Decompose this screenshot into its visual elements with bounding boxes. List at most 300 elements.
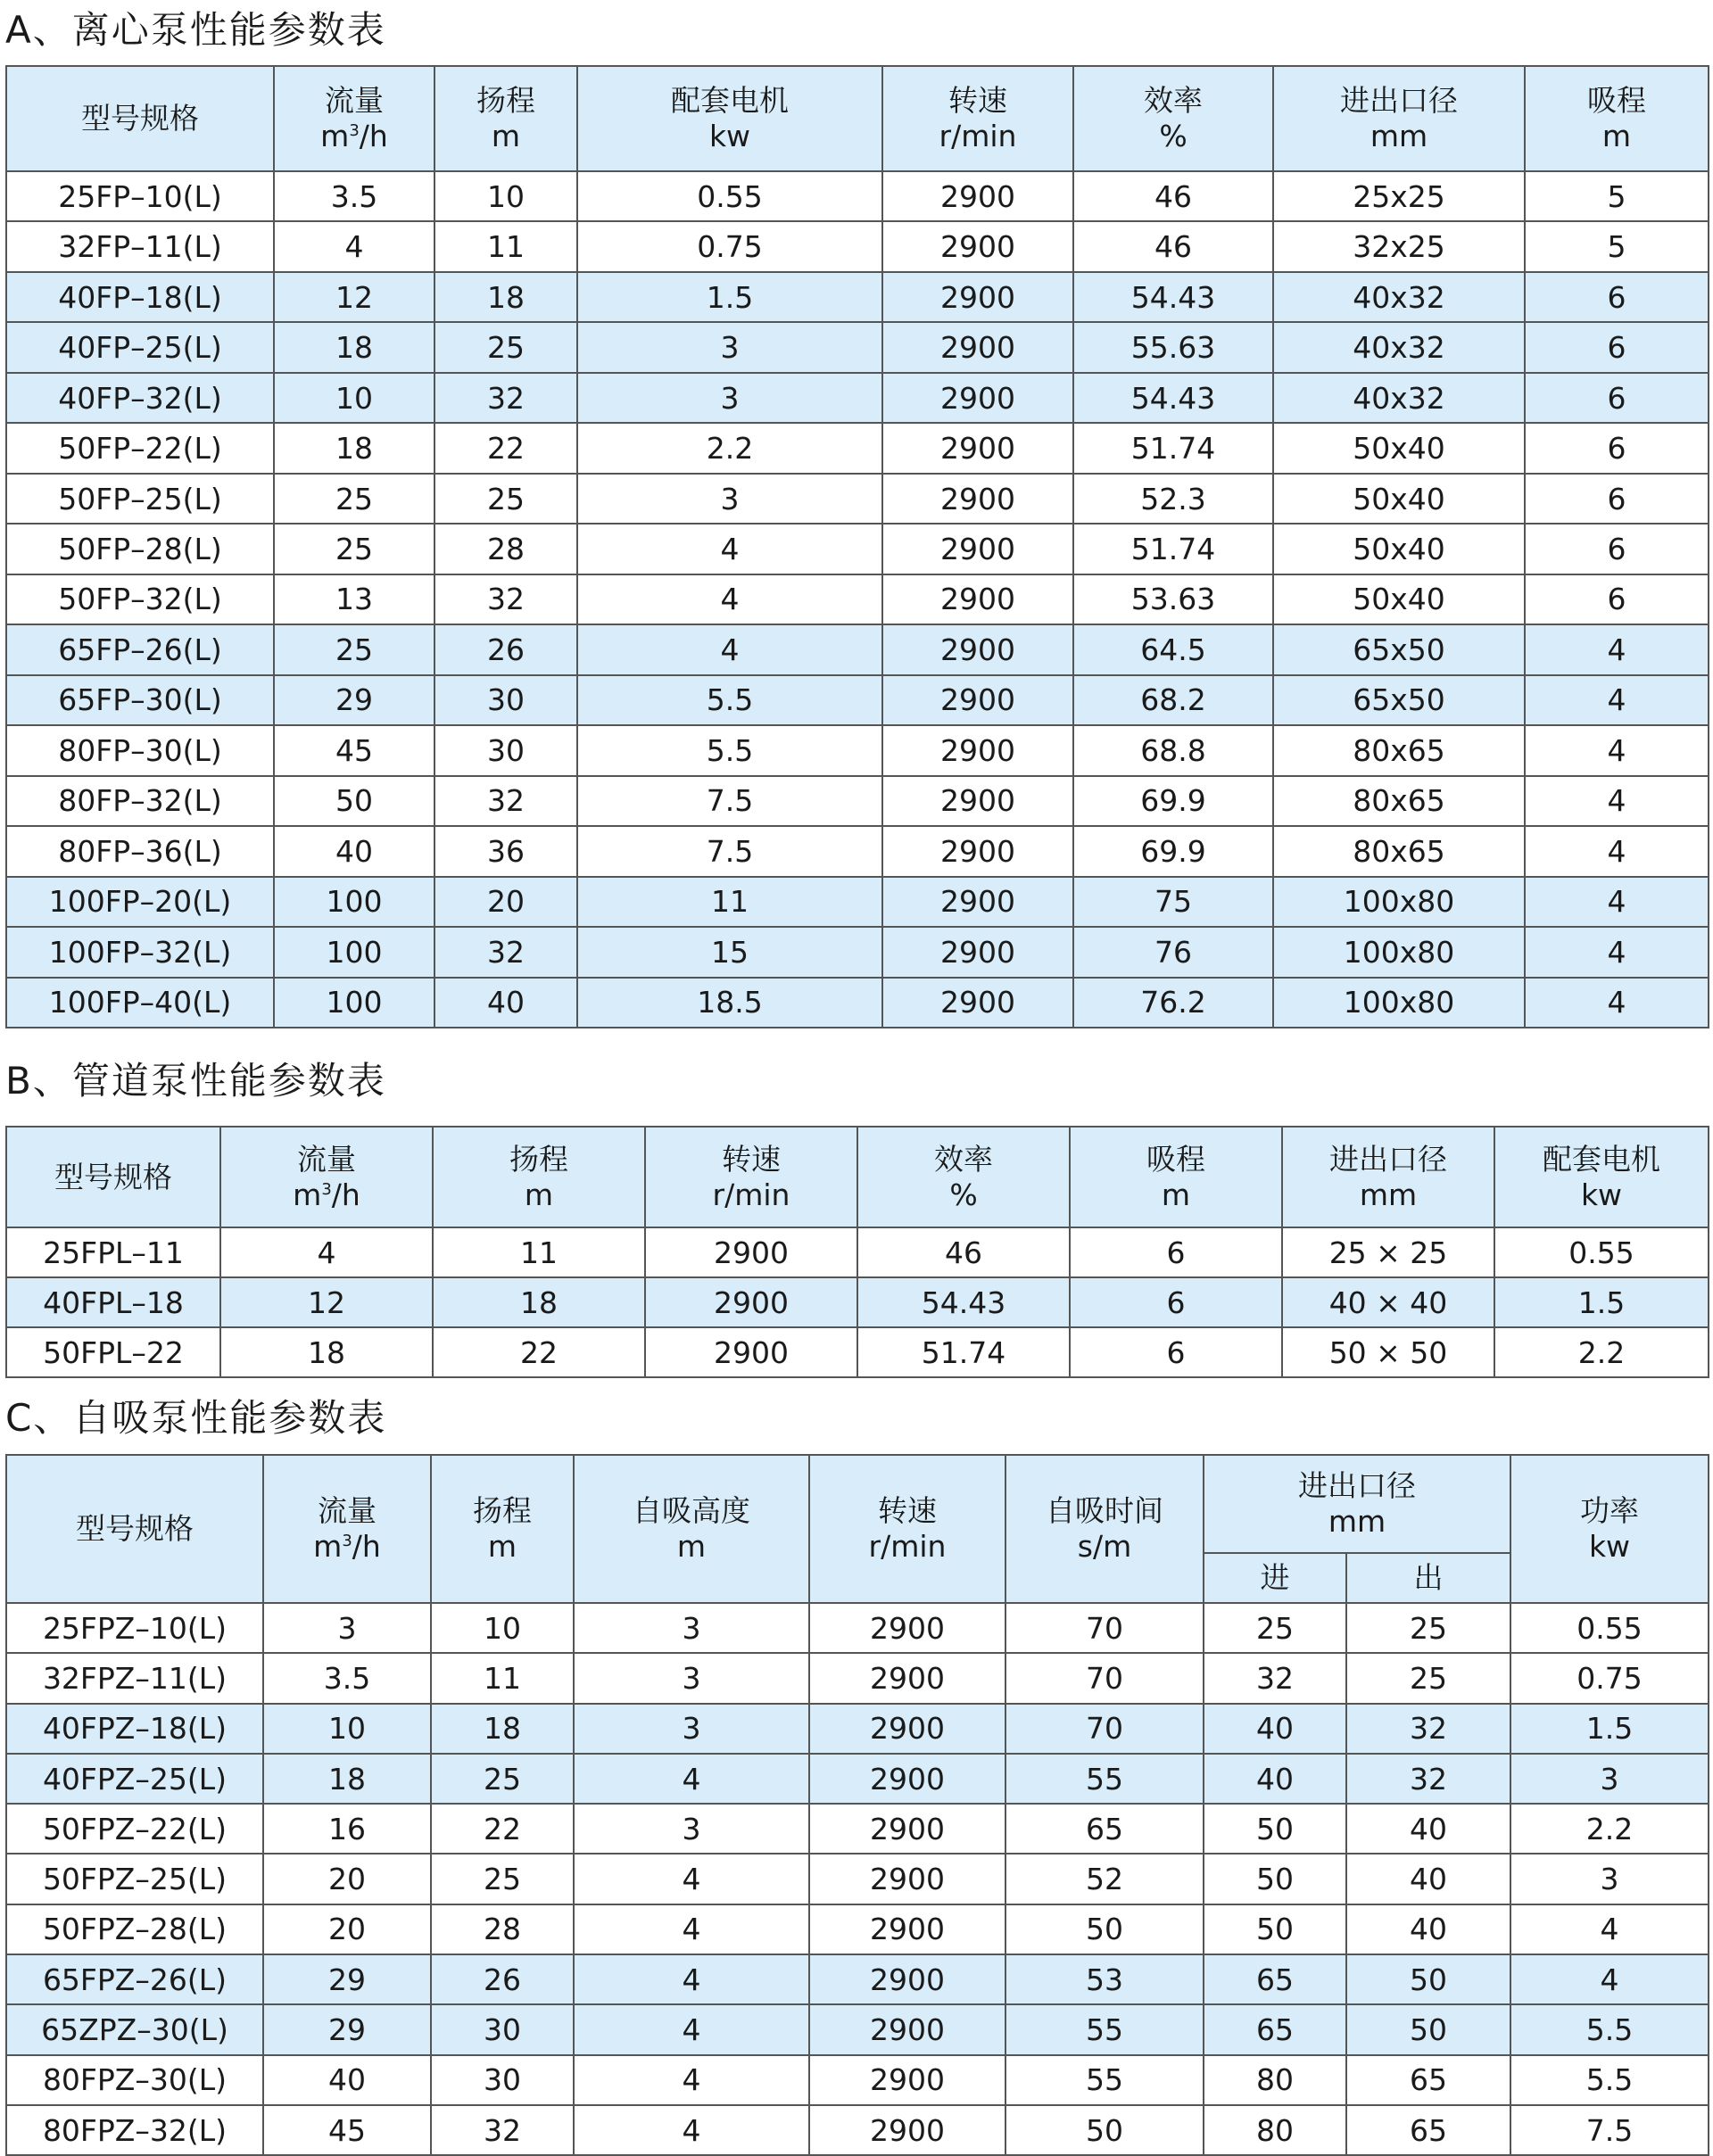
cell-outlet: 65 (1346, 2105, 1510, 2155)
cell-outlet: 25 (1346, 1653, 1510, 1703)
table-row (6, 322, 1709, 372)
cell-inlet: 65 (1204, 1954, 1346, 2004)
cell-inlet: 50 (1204, 1904, 1346, 1954)
cell-efficiency: 76.2 (1073, 978, 1273, 1028)
cell-speed: 2900 (882, 221, 1073, 271)
cell-model: 32FPZ–11(L) (6, 1653, 263, 1703)
header-port-diameter: 进出口径 mm (1204, 1455, 1510, 1553)
cell-head: 18 (431, 1704, 574, 1754)
cell-speed: 2900 (809, 1754, 1005, 1804)
cell-self-priming-time: 65 (1005, 1804, 1204, 1854)
table-header-row (6, 1127, 1709, 1227)
cell-speed: 2900 (882, 877, 1073, 927)
cell-efficiency: 69.9 (1073, 826, 1273, 876)
cell-suction-lift: 6 (1070, 1327, 1282, 1377)
cell-model: 80FPZ–30(L) (6, 2055, 263, 2105)
header-head: 扬程 m (431, 1455, 574, 1603)
cell-self-priming-height: 4 (574, 1954, 809, 2004)
table-row (6, 474, 1709, 524)
cell-head: 22 (433, 1327, 645, 1377)
cell-inlet: 50 (1204, 1854, 1346, 1904)
header-motor: 配套电机 kw (577, 66, 882, 171)
cell-suction-lift: 5 (1525, 171, 1709, 221)
cell-speed: 2900 (809, 2004, 1005, 2054)
cell-flow: 45 (263, 2105, 431, 2155)
cell-efficiency: 51.74 (857, 1327, 1070, 1377)
cell-head: 11 (434, 221, 577, 271)
cell-model: 40FP–18(L) (6, 272, 274, 322)
cell-suction-lift: 6 (1525, 423, 1709, 473)
header-outlet: 出 (1346, 1553, 1510, 1603)
cell-port-diameter: 80x65 (1273, 776, 1525, 826)
header-suction-lift: 吸程 m (1525, 66, 1709, 171)
cell-inlet: 50 (1204, 1804, 1346, 1854)
cell-efficiency: 76 (1073, 927, 1273, 977)
header-power: 功率 kw (1510, 1455, 1709, 1603)
cell-port-diameter: 50x40 (1273, 474, 1525, 524)
cell-self-priming-time: 50 (1005, 1904, 1204, 1954)
cell-port-diameter: 40 × 40 (1282, 1277, 1494, 1327)
table-header-row (6, 66, 1709, 171)
cell-outlet: 40 (1346, 1904, 1510, 1954)
header-flow: 流量 $m^3/h$ (220, 1127, 433, 1227)
cell-motor: 4 (577, 574, 882, 624)
cell-flow: 25 (274, 524, 434, 574)
cell-speed: 2900 (809, 1603, 1005, 1653)
cell-model: 50FPZ–28(L) (6, 1904, 263, 1954)
cell-flow: 100 (274, 877, 434, 927)
cell-power: 7.5 (1510, 2105, 1709, 2155)
cell-inlet: 32 (1204, 1653, 1346, 1703)
cell-model: 100FP–40(L) (6, 978, 274, 1028)
cell-port-diameter: 50x40 (1273, 574, 1525, 624)
cell-self-priming-time: 70 (1005, 1653, 1204, 1703)
cell-suction-lift: 6 (1525, 474, 1709, 524)
cell-port-diameter: 65x50 (1273, 675, 1525, 725)
cell-port-diameter: 100x80 (1273, 978, 1525, 1028)
cell-model: 50FP–22(L) (6, 423, 274, 473)
cell-port-diameter: 80x65 (1273, 826, 1525, 876)
cell-flow: 10 (263, 1704, 431, 1754)
header-suction-lift: 吸程 m (1070, 1127, 1282, 1227)
cell-inlet: 40 (1204, 1704, 1346, 1754)
table-row (6, 978, 1709, 1028)
cell-power: 3 (1510, 1754, 1709, 1804)
header-port-diameter: 进出口径 mm (1273, 66, 1525, 171)
cell-model: 80FPZ–32(L) (6, 2105, 263, 2155)
cell-inlet: 80 (1204, 2055, 1346, 2105)
header-speed: 转速 r/min (809, 1455, 1005, 1603)
cell-model: 40FP–25(L) (6, 322, 274, 372)
cell-self-priming-time: 52 (1005, 1854, 1204, 1904)
header-self-priming-time: 自吸时间 s/m (1005, 1455, 1204, 1603)
cell-efficiency: 75 (1073, 877, 1273, 927)
table-row (6, 877, 1709, 927)
cell-model: 65FP–30(L) (6, 675, 274, 725)
cell-suction-lift: 6 (1070, 1277, 1282, 1327)
header-flow: 流量 $m^3/h$ (274, 66, 434, 171)
cell-motor: 7.5 (577, 826, 882, 876)
cell-head: 11 (431, 1653, 574, 1703)
table-row (6, 1653, 1709, 1703)
cell-model: 40FPZ–25(L) (6, 1754, 263, 1804)
centrifugal-pump-table (5, 65, 1709, 1028)
cell-speed: 2900 (809, 2105, 1005, 2155)
cell-head: 10 (434, 171, 577, 221)
cell-flow: 25 (274, 624, 434, 674)
cell-suction-lift: 6 (1525, 272, 1709, 322)
cell-flow: 12 (220, 1277, 433, 1327)
cell-efficiency: 55.63 (1073, 322, 1273, 372)
cell-port-diameter: 80x65 (1273, 725, 1525, 775)
cell-head: 10 (431, 1603, 574, 1653)
cell-power: 0.75 (1510, 1653, 1709, 1703)
cell-power: 4 (1510, 1904, 1709, 1954)
cell-self-priming-height: 3 (574, 1704, 809, 1754)
cell-head: 25 (431, 1754, 574, 1804)
header-model: 型号规格 (6, 66, 274, 171)
cell-outlet: 65 (1346, 2055, 1510, 2105)
cell-outlet: 40 (1346, 1804, 1510, 1854)
cell-head: 30 (434, 725, 577, 775)
cell-flow: 4 (274, 221, 434, 271)
cell-motor: 18.5 (577, 978, 882, 1028)
cell-power: 2.2 (1510, 1804, 1709, 1854)
cell-motor: 5.5 (577, 725, 882, 775)
cell-self-priming-height: 4 (574, 1904, 809, 1954)
cell-flow: 10 (274, 373, 434, 423)
cell-flow: 18 (274, 423, 434, 473)
cell-flow: 25 (274, 474, 434, 524)
cell-self-priming-height: 3 (574, 1653, 809, 1703)
self-priming-pump-table (5, 1454, 1709, 2156)
cell-motor: 1.5 (577, 272, 882, 322)
cell-head: 26 (431, 1954, 574, 2004)
cell-self-priming-time: 55 (1005, 2004, 1204, 2054)
table-row (6, 524, 1709, 574)
cell-motor: 2.2 (577, 423, 882, 473)
cell-motor: 7.5 (577, 776, 882, 826)
cell-self-priming-time: 55 (1005, 1754, 1204, 1804)
cell-model: 50FP–28(L) (6, 524, 274, 574)
cell-suction-lift: 4 (1525, 725, 1709, 775)
cell-motor: 2.2 (1494, 1327, 1709, 1377)
cell-efficiency: 46 (1073, 171, 1273, 221)
cell-flow: 100 (274, 927, 434, 977)
cell-flow: 29 (263, 2004, 431, 2054)
cell-motor: 5.5 (577, 675, 882, 725)
cell-head: 18 (434, 272, 577, 322)
cell-efficiency: 51.74 (1073, 423, 1273, 473)
cell-outlet: 50 (1346, 1954, 1510, 2004)
cell-speed: 2900 (882, 725, 1073, 775)
cell-model: 50FPZ–25(L) (6, 1854, 263, 1904)
cell-speed: 2900 (809, 1804, 1005, 1854)
cell-motor: 3 (577, 322, 882, 372)
cell-port-diameter: 25x25 (1273, 171, 1525, 221)
cell-model: 80FP–36(L) (6, 826, 274, 876)
cell-model: 50FP–32(L) (6, 574, 274, 624)
cell-speed: 2900 (645, 1327, 857, 1377)
cell-motor: 3 (577, 474, 882, 524)
table-row (6, 2004, 1709, 2054)
cell-suction-lift: 4 (1525, 978, 1709, 1028)
cell-self-priming-time: 50 (1005, 2105, 1204, 2155)
cell-model: 50FPL–22 (6, 1327, 220, 1377)
cell-power: 0.55 (1510, 1603, 1709, 1653)
cell-outlet: 25 (1346, 1603, 1510, 1653)
header-speed: 转速 r/min (645, 1127, 857, 1227)
cell-head: 22 (431, 1804, 574, 1854)
cell-speed: 2900 (882, 524, 1073, 574)
table-row (6, 1277, 1709, 1327)
cell-efficiency: 54.43 (857, 1277, 1070, 1327)
pipeline-pump-table (5, 1126, 1709, 1378)
cell-model: 100FP–20(L) (6, 877, 274, 927)
cell-port-diameter: 40x32 (1273, 373, 1525, 423)
cell-flow: 40 (263, 2055, 431, 2105)
header-flow: 流量 $m^3/h$ (263, 1455, 431, 1603)
cell-flow: 50 (274, 776, 434, 826)
cell-port-diameter: 25 × 25 (1282, 1227, 1494, 1277)
cell-head: 28 (431, 1904, 574, 1954)
table-row (6, 2055, 1709, 2105)
cell-port-diameter: 50 × 50 (1282, 1327, 1494, 1377)
cell-motor: 15 (577, 927, 882, 977)
table-row (6, 1704, 1709, 1754)
cell-head: 22 (434, 423, 577, 473)
cell-head: 40 (434, 978, 577, 1028)
cell-outlet: 32 (1346, 1704, 1510, 1754)
cell-efficiency: 54.43 (1073, 373, 1273, 423)
header-head: 扬程 m (433, 1127, 645, 1227)
table-header-row (6, 1455, 1709, 1553)
cell-flow: 29 (274, 675, 434, 725)
cell-head: 30 (434, 675, 577, 725)
cell-motor: 3 (577, 373, 882, 423)
cell-suction-lift: 4 (1525, 927, 1709, 977)
cell-self-priming-height: 4 (574, 1754, 809, 1804)
table-row (6, 2105, 1709, 2155)
cell-head: 32 (431, 2105, 574, 2155)
cell-self-priming-height: 3 (574, 1603, 809, 1653)
cell-speed: 2900 (809, 1904, 1005, 1954)
cell-model: 65FPZ–26(L) (6, 1954, 263, 2004)
cell-motor: 11 (577, 877, 882, 927)
header-inlet: 进 (1204, 1553, 1346, 1603)
cell-suction-lift: 6 (1525, 524, 1709, 574)
table-row (6, 725, 1709, 775)
cell-head: 20 (434, 877, 577, 927)
cell-efficiency: 46 (857, 1227, 1070, 1277)
cell-flow: 29 (263, 1954, 431, 2004)
section-a-title: A、离心泵性能参数表 (5, 8, 386, 52)
cell-speed: 2900 (809, 1704, 1005, 1754)
cell-suction-lift: 4 (1525, 624, 1709, 674)
header-efficiency: 效率 % (1073, 66, 1273, 171)
cell-efficiency: 53.63 (1073, 574, 1273, 624)
cell-flow: 20 (263, 1904, 431, 1954)
cell-flow: 3.5 (263, 1653, 431, 1703)
table-row (6, 776, 1709, 826)
cell-head: 26 (434, 624, 577, 674)
cell-efficiency: 69.9 (1073, 776, 1273, 826)
cell-port-diameter: 100x80 (1273, 877, 1525, 927)
cell-flow: 20 (263, 1854, 431, 1904)
cell-speed: 2900 (882, 776, 1073, 826)
cell-speed: 2900 (882, 474, 1073, 524)
cell-power: 4 (1510, 1954, 1709, 2004)
cell-flow: 12 (274, 272, 434, 322)
table-row (6, 624, 1709, 674)
cell-head: 25 (434, 474, 577, 524)
cell-suction-lift: 6 (1525, 574, 1709, 624)
table-row (6, 423, 1709, 473)
cell-speed: 2900 (882, 624, 1073, 674)
cell-power: 5.5 (1510, 2004, 1709, 2054)
table-row (6, 927, 1709, 977)
cell-flow: 18 (263, 1754, 431, 1804)
cell-port-diameter: 50x40 (1273, 423, 1525, 473)
cell-model: 40FPL–18 (6, 1277, 220, 1327)
cell-speed: 2900 (882, 978, 1073, 1028)
cell-model: 40FPZ–18(L) (6, 1704, 263, 1754)
cell-port-diameter: 65x50 (1273, 624, 1525, 674)
cell-self-priming-height: 4 (574, 2105, 809, 2155)
cell-efficiency: 51.74 (1073, 524, 1273, 574)
header-model: 型号规格 (6, 1127, 220, 1227)
cell-suction-lift: 4 (1525, 877, 1709, 927)
cell-self-priming-height: 4 (574, 1854, 809, 1904)
cell-outlet: 40 (1346, 1854, 1510, 1904)
cell-suction-lift: 6 (1525, 373, 1709, 423)
cell-self-priming-height: 4 (574, 2055, 809, 2105)
cell-suction-lift: 4 (1525, 776, 1709, 826)
cell-port-diameter: 32x25 (1273, 221, 1525, 271)
table-row (6, 272, 1709, 322)
header-motor: 配套电机 kw (1494, 1127, 1709, 1227)
cell-port-diameter: 100x80 (1273, 927, 1525, 977)
cell-speed: 2900 (882, 322, 1073, 372)
table-row (6, 1854, 1709, 1904)
cell-suction-lift: 5 (1525, 221, 1709, 271)
cell-model: 25FP–10(L) (6, 171, 274, 221)
cell-inlet: 40 (1204, 1754, 1346, 1804)
cell-speed: 2900 (882, 373, 1073, 423)
cell-speed: 2900 (882, 675, 1073, 725)
table-row (6, 574, 1709, 624)
table-row (6, 1754, 1709, 1804)
header-efficiency: 效率 % (857, 1127, 1070, 1227)
cell-efficiency: 52.3 (1073, 474, 1273, 524)
cell-suction-lift: 4 (1525, 826, 1709, 876)
cell-head: 32 (434, 927, 577, 977)
cell-speed: 2900 (882, 423, 1073, 473)
cell-efficiency: 46 (1073, 221, 1273, 271)
cell-motor: 1.5 (1494, 1277, 1709, 1327)
cell-head: 30 (431, 2004, 574, 2054)
header-head: 扬程 m (434, 66, 577, 171)
cell-speed: 2900 (645, 1277, 857, 1327)
cell-self-priming-time: 55 (1005, 2055, 1204, 2105)
cell-efficiency: 64.5 (1073, 624, 1273, 674)
cell-head: 11 (433, 1227, 645, 1277)
header-port-diameter: 进出口径 mm (1282, 1127, 1494, 1227)
cell-head: 32 (434, 776, 577, 826)
cell-motor: 0.75 (577, 221, 882, 271)
cell-motor: 0.55 (577, 171, 882, 221)
cell-speed: 2900 (809, 2055, 1005, 2105)
table-row (6, 1227, 1709, 1277)
cell-outlet: 50 (1346, 2004, 1510, 2054)
cell-model: 32FP–11(L) (6, 221, 274, 271)
cell-head: 32 (434, 373, 577, 423)
cell-motor: 4 (577, 524, 882, 574)
cell-flow: 40 (274, 826, 434, 876)
cell-speed: 2900 (882, 574, 1073, 624)
cell-self-priming-time: 70 (1005, 1704, 1204, 1754)
cell-suction-lift: 6 (1525, 322, 1709, 372)
table-row (6, 373, 1709, 423)
table-row (6, 171, 1709, 221)
cell-self-priming-time: 70 (1005, 1603, 1204, 1653)
table-row (6, 1804, 1709, 1854)
cell-port-diameter: 50x40 (1273, 524, 1525, 574)
cell-self-priming-height: 3 (574, 1804, 809, 1854)
cell-suction-lift: 4 (1525, 675, 1709, 725)
cell-speed: 2900 (882, 171, 1073, 221)
section-c-title: C、自吸泵性能参数表 (5, 1396, 387, 1440)
cell-efficiency: 68.2 (1073, 675, 1273, 725)
cell-speed: 2900 (809, 1954, 1005, 2004)
cell-model: 50FPZ–22(L) (6, 1804, 263, 1854)
cell-model: 50FP–25(L) (6, 474, 274, 524)
cell-motor: 4 (577, 624, 882, 674)
header-speed: 转速 r/min (882, 66, 1073, 171)
table-row (6, 1954, 1709, 2004)
cell-flow: 18 (220, 1327, 433, 1377)
header-model: 型号规格 (6, 1455, 263, 1603)
cell-self-priming-time: 53 (1005, 1954, 1204, 2004)
cell-model: 25FPZ–10(L) (6, 1603, 263, 1653)
cell-power: 3 (1510, 1854, 1709, 1904)
cell-speed: 2900 (882, 927, 1073, 977)
cell-inlet: 65 (1204, 2004, 1346, 2054)
table-row (6, 1603, 1709, 1653)
cell-model: 25FPL–11 (6, 1227, 220, 1277)
cell-inlet: 80 (1204, 2105, 1346, 2155)
cell-flow: 100 (274, 978, 434, 1028)
cell-power: 5.5 (1510, 2055, 1709, 2105)
table-row (6, 826, 1709, 876)
cell-speed: 2900 (809, 1653, 1005, 1703)
table-row (6, 221, 1709, 271)
cell-speed: 2900 (809, 1854, 1005, 1904)
cell-speed: 2900 (882, 272, 1073, 322)
cell-model: 100FP–32(L) (6, 927, 274, 977)
cell-model: 80FP–30(L) (6, 725, 274, 775)
cell-self-priming-height: 4 (574, 2004, 809, 2054)
cell-flow: 16 (263, 1804, 431, 1854)
table-row (6, 1904, 1709, 1954)
cell-head: 36 (434, 826, 577, 876)
cell-model: 80FP–32(L) (6, 776, 274, 826)
cell-head: 30 (431, 2055, 574, 2105)
cell-flow: 45 (274, 725, 434, 775)
cell-port-diameter: 40x32 (1273, 322, 1525, 372)
cell-flow: 3 (263, 1603, 431, 1653)
cell-head: 28 (434, 524, 577, 574)
